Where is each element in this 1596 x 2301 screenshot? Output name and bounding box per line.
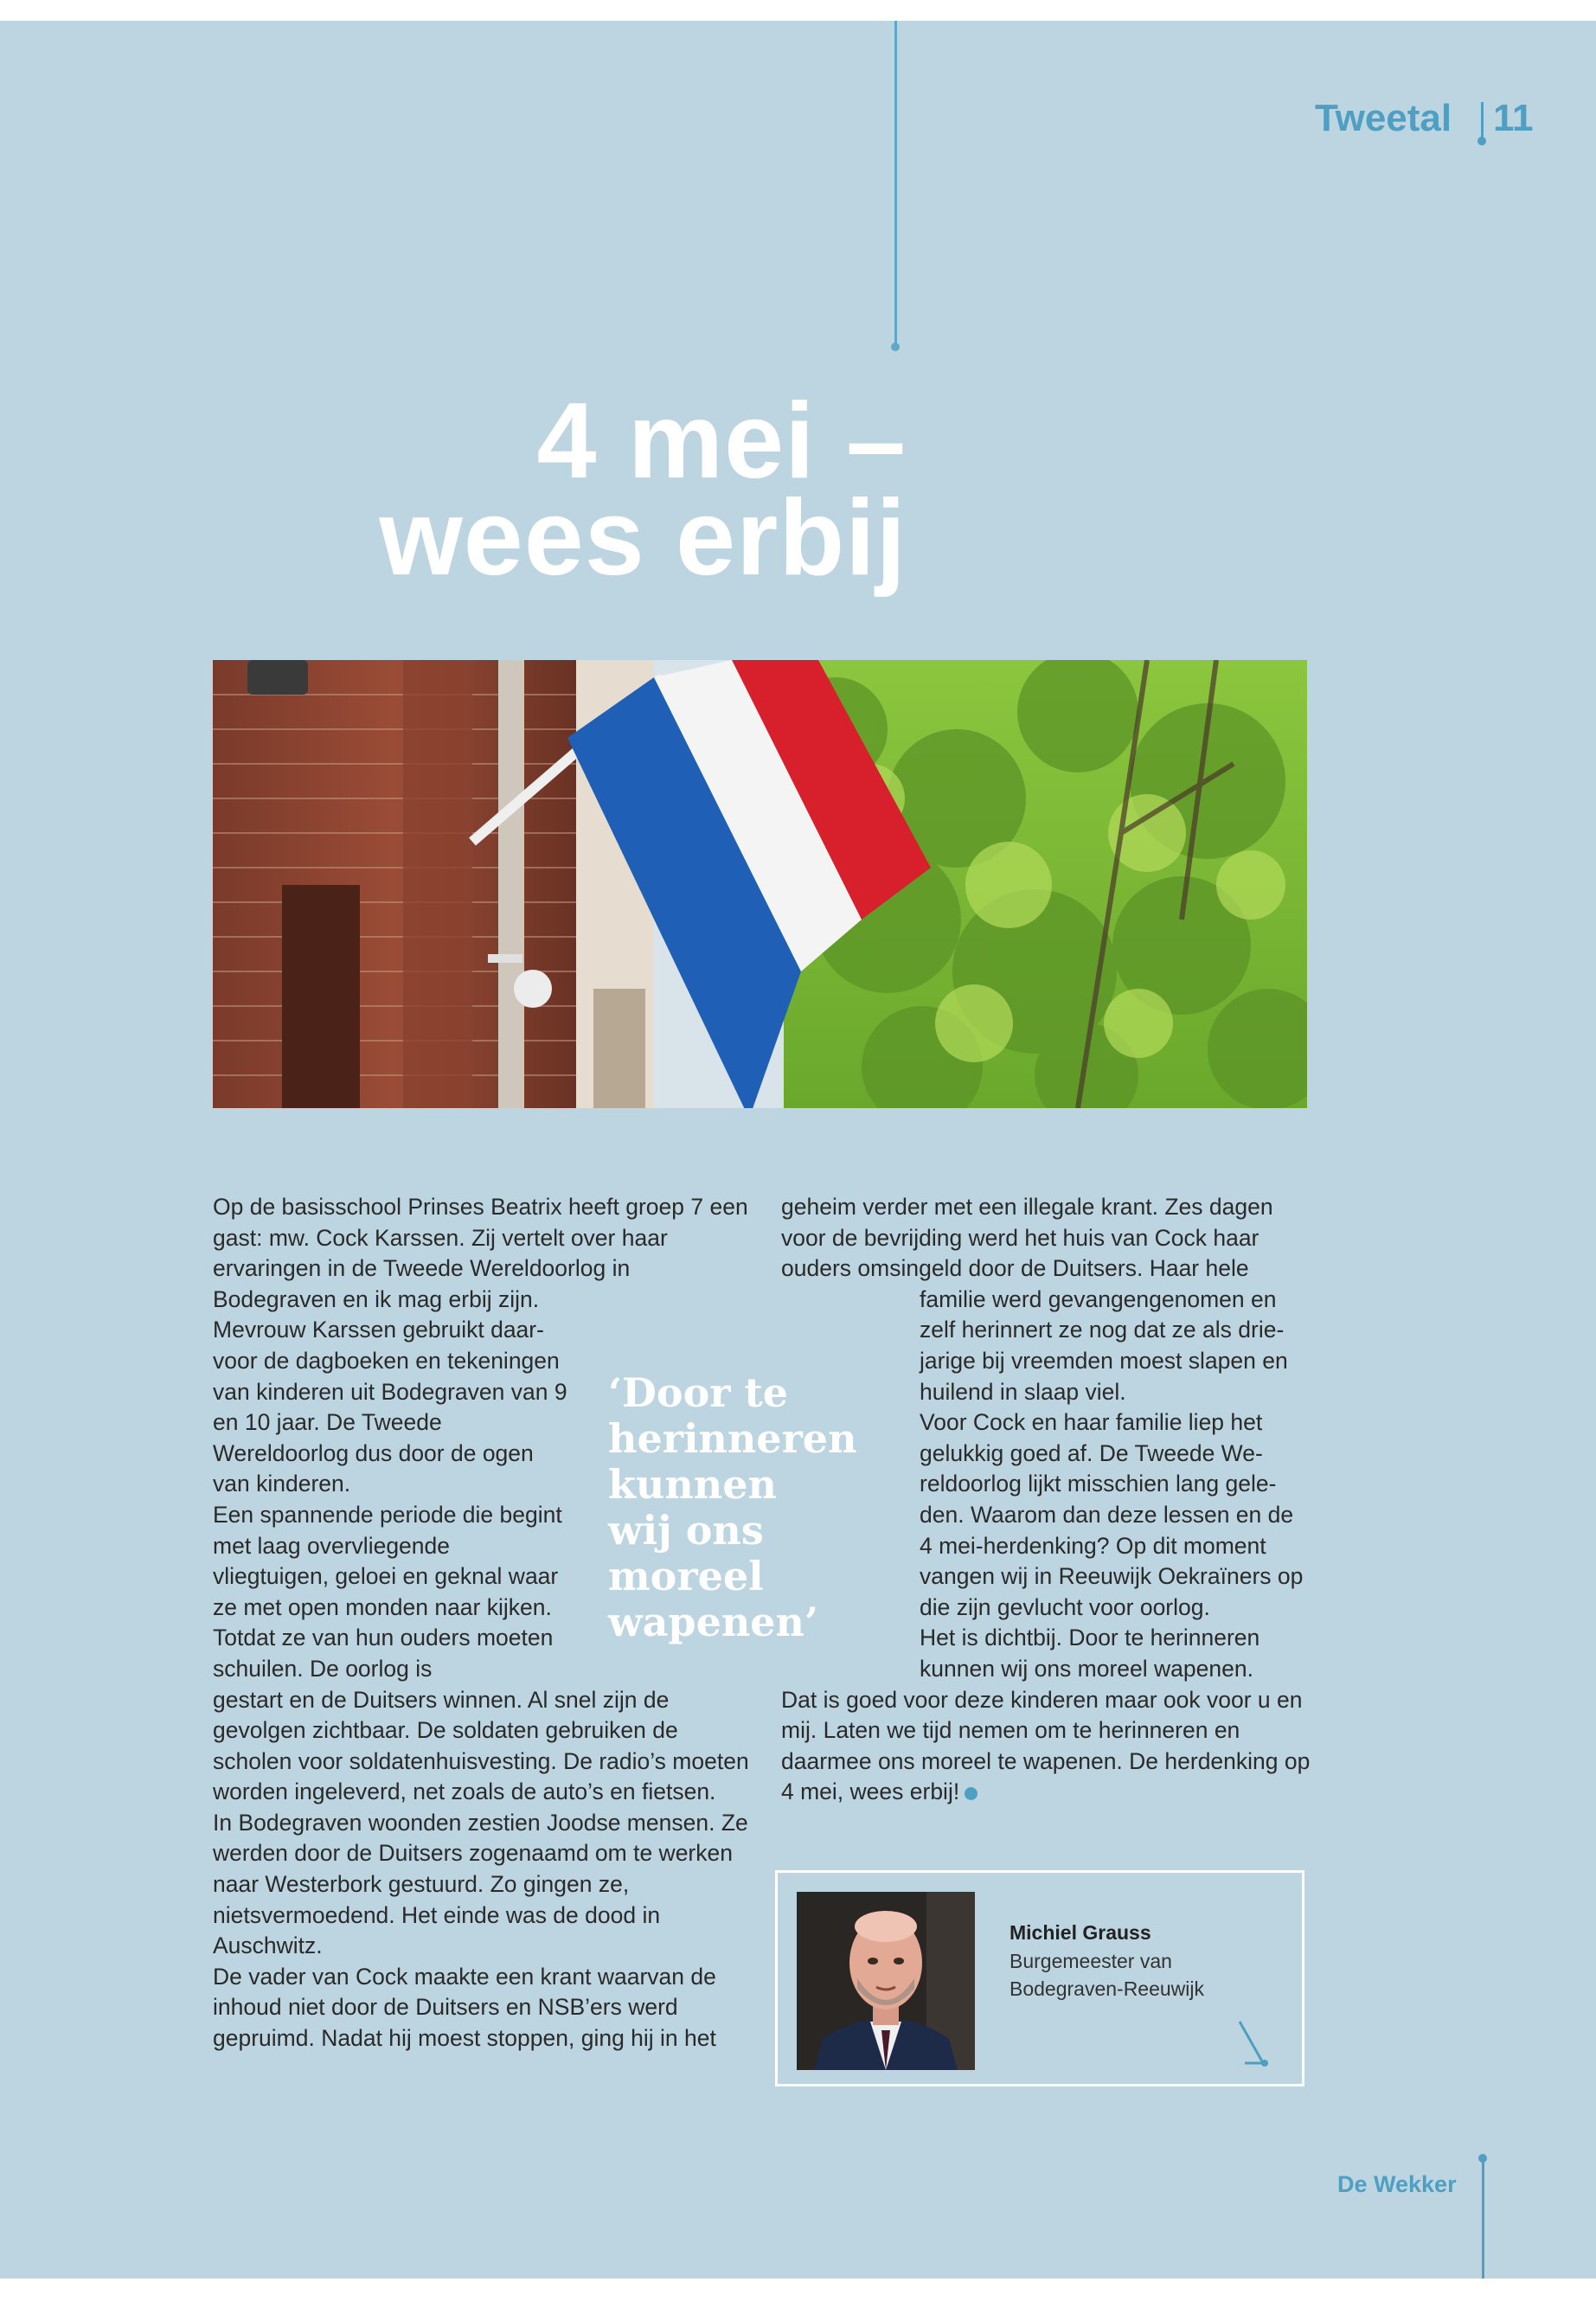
pull-quote: ‘Door te herinneren kunnen wij ons moreel wapenen’	[608, 1369, 857, 1645]
section-label: Tweetal	[1315, 97, 1452, 139]
author-role: Burgemeester van Bodegraven-Reeuwijk	[1010, 1950, 1205, 2000]
author-name: Michiel Grauss	[1010, 1921, 1151, 1944]
article-title	[260, 381, 907, 598]
author-portrait-illustration	[797, 1892, 975, 2070]
paragraph-war-started: gestart en de Duitsers winnen. Al snel zijn de gevolgen zichtbaar. De soldaten gebruiken de scholen voor soldatenhuisvesting. De radio’s moeten worden ingeleverd, net zoals de auto’s en fietsen.	[213, 1686, 749, 1805]
author-box	[775, 1870, 1304, 2086]
paragraph-illegal-newspaper: geheim verder met een illegale krant. Zes dagen voor de bevrijding werd het huis van Cock haar ouders omsingeld door de Duitsers. Haar hele	[781, 1194, 1273, 1282]
article-column-right	[781, 1192, 1311, 1808]
paragraph-exciting-period: Een spannende periode die begint met laag overvliegende vliegtuigen, geloei en geknal waar ze met open monden naar kijken. Totdat ze van hun ouders moeten schuilen. De oorlog is	[213, 1501, 562, 1682]
paragraph-family-captured: familie werd gevangengenomen en zelf herinnert ze nog dat ze als driejarige bij vreemden moest slapen en huilend in slaap viel.	[920, 1285, 1288, 1405]
paragraph-jewish-residents: In Bodegraven woonden zestien Joodse mensen. Ze werden door de Duitsers zogenaamd om te werken naar Westerbork gestuurd. Zo gingen ze, nietsvermoedend. Het einde was de dood in Auschwitz.	[213, 1809, 748, 1959]
title-line-1: 4 mei –	[536, 381, 907, 501]
paragraph-lessons: Voor Cock en haar familie liep het gelukkig goed af. De Tweede Wereldoorlog lijkt misschien lang geleden. Waarom dan deze lessen en de 4 mei-herdenking? Op dit moment vangen wij in Reeuwijk Oekraïners op die zijn gevlucht voor oorlog.	[920, 1409, 1304, 1620]
publication-name: De Wekker	[1337, 2171, 1457, 2197]
author-portrait	[797, 1892, 975, 2070]
footer-rule-dot	[1478, 2154, 1487, 2163]
title-line-2: wees erbij	[379, 478, 907, 598]
flag-photo-illustration	[213, 660, 1307, 1108]
corner-arrow-icon	[1236, 2018, 1271, 2070]
paragraph-closing	[781, 1685, 1311, 1808]
closing-text: Dat is goed voor deze kinderen maar ook voor u en mij. Laten we tijd nemen om te herinneren en daarmee ons moreel te wapenen. De herdenking op 4 mei, wees erbij!	[781, 1686, 1311, 1805]
flag-photo	[213, 660, 1307, 1108]
paragraph-diaries: Mevrouw Karssen gebruikt daarvoor de dagboeken en tekeningen van kinderen uit Bodegraven van 9 en 10 jaar. De Tweede Wereldoorlog dus door de ogen van kinderen.	[213, 1317, 567, 1497]
header-rule	[894, 21, 897, 348]
paragraph-intro: Op de basisschool Prinses Beatrix heeft groep 7 een gast: mw. Cock Karssen. Zij vertelt over haar ervaringen in de Tweede Wereldoorlog in Bodegraven en ik mag erbij zijn.	[213, 1194, 748, 1312]
paragraph-father-newspaper: De vader van Cock maakte een krant waarvan de inhoud niet door de Duitsers en NSB’ers werd gepruimd. Nadat hij moest stoppen, ging hij in het	[213, 1963, 716, 2052]
header-rule-dot	[891, 343, 900, 351]
paragraph-close-by: Het is dichtbij. Door te herinneren kunnen wij ons moreel wapenen.	[920, 1625, 1260, 1682]
page-number: 11	[1493, 97, 1534, 139]
magazine-page	[0, 21, 1596, 2279]
header-separator-dot	[1477, 137, 1486, 145]
end-mark-icon	[965, 1787, 977, 1800]
footer-rule	[1482, 2157, 1484, 2279]
